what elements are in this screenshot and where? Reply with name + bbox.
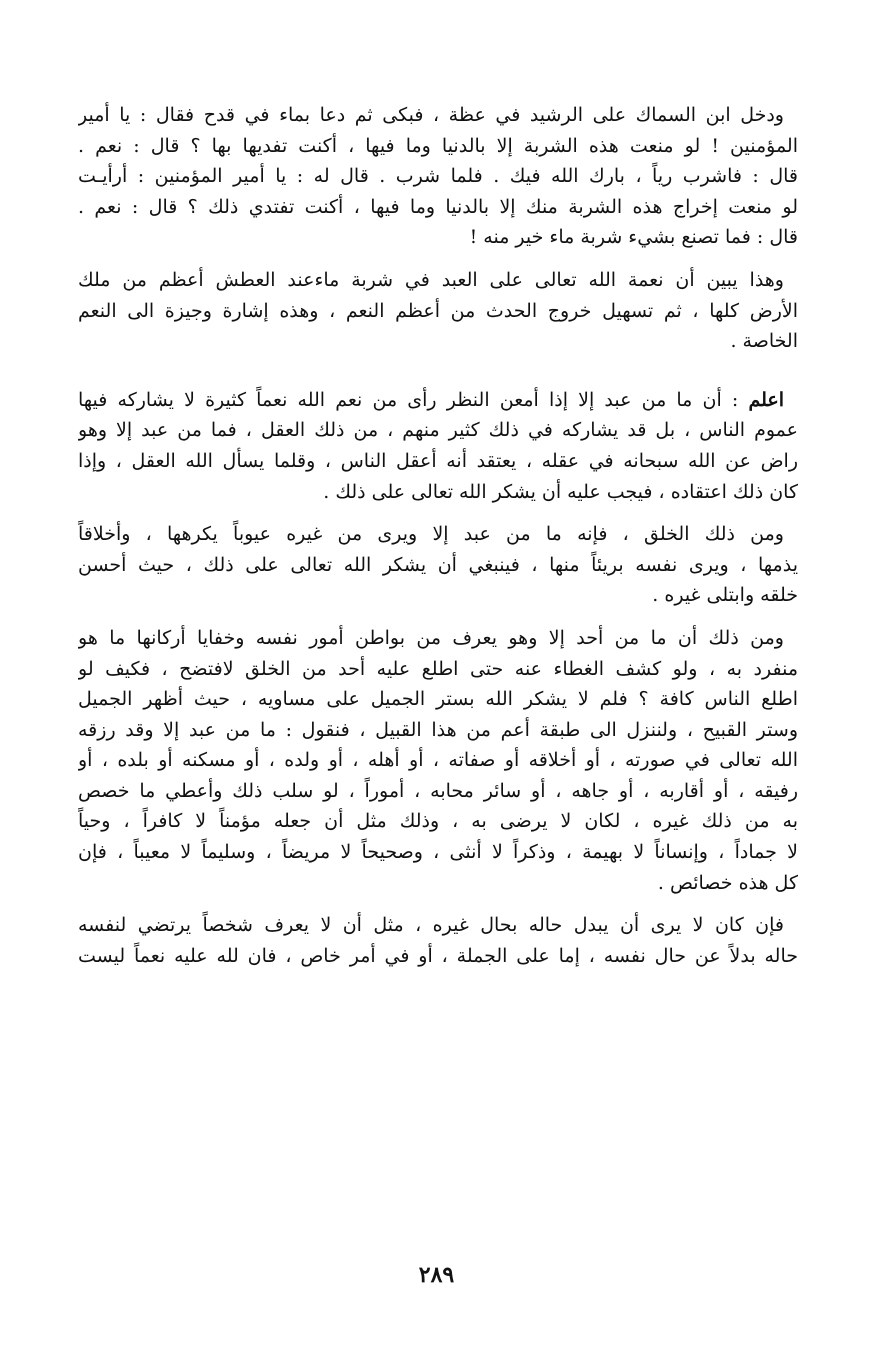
text-line: كان ذلك اعتقاده ، فيجب عليه أن يشكر الله تعالى على ذلك . xyxy=(323,480,798,503)
text-line: ومن ذلك أن ما من أحد إلا وهو يعرف من بواطن أمور نفسه وخفايا أركانها ما هو xyxy=(78,626,784,649)
paragraph-exchange-state xyxy=(78,910,798,971)
paragraph-water-blessing xyxy=(78,265,798,357)
text-line: يذمها ، ويرى نفسه بريئاً منها ، فينبغي أن يشكر الله تعالى على ذلك ، حيث أحسن xyxy=(78,553,798,576)
text-line-rest: : أن ما من عبد إلا إذا أمعن النظر رأى من نعم الله نعماً كثيرة لا يشاركه فيها xyxy=(78,388,739,411)
paragraph-ibn-sammak xyxy=(78,100,798,253)
text-line: كل هذه خصائص . xyxy=(657,871,798,894)
text-line: وستر القبيح ، ولننزل الى طبقة أعم من هذا القبيل ، فنقول : ما من عبد إلا وقد رزقه xyxy=(78,718,798,741)
paragraph-hidden-faults xyxy=(78,623,798,898)
text-line: عموم الناس ، بل قد يشاركه في ذلك كثير منهم ، من ذلك العقل ، فما من عبد إلا وهو xyxy=(78,419,798,442)
text-line: راض عن الله سبحانه في عقله ، يعتقد أنه أعقل الناس ، وقلما يسأل الله العقل ، وإذا xyxy=(78,449,798,472)
paragraph-intellect xyxy=(78,385,798,507)
text-line: حاله بدلاً عن حال نفسه ، إما على الجملة ، أو في أمر خاص ، فان لله عليه نعماً ليست xyxy=(78,944,798,967)
text-line: منفرد به ، ولو كشف الغطاء عنه حتى اطلع عليه أحد من الخلق لافتضح ، فكيف لو xyxy=(78,657,798,680)
text-line: خلقه وابتلى غيره . xyxy=(652,584,798,607)
text-line: لو منعت إخراج هذه الشربة منك إلا بالدنيا وما فيها ، أكنت تفتدي ذلك ؟ قال : نعم . xyxy=(78,195,798,218)
lead-word: اعلم xyxy=(748,388,784,411)
text-line: الأرض كلها ، ثم تسهيل خروج الحدث من أعظم النعم ، وهذه إشارة وجيزة الى النعم xyxy=(78,299,798,322)
text-line: فإن كان لا يرى أن يبدل حاله بحال غيره ، مثل أن لا يعرف شخصاً يرتضي لنفسه xyxy=(78,914,784,937)
text-line: ودخل ابن السماك على الرشيد في عظة ، فبكى ثم دعا بماء في قدح فقال : يا أمير xyxy=(78,104,784,126)
text-line xyxy=(78,385,798,416)
text-line: رفيقه ، أو أقاربه ، أو جاهه ، أو سائر محابه ، أموراً ، لو سلب ذلك وأعطي ما خصص xyxy=(78,779,798,802)
text-line: اطلع الناس كافة ؟ فلم لا يشكر الله بستر الجميل على مساويه ، حيث أظهر الجميل xyxy=(78,688,798,711)
text-line: قال : فاشرب رياً ، بارك الله فيك . فلما شرب . قال له : يا أمير المؤمنين : أرأيـت xyxy=(78,165,798,188)
page-body xyxy=(78,100,798,983)
text-line: به من ذلك غيره ، لكان لا يرضى به ، وذلك مثل أن جعله مؤمناً لا كافراً ، وحياً xyxy=(78,810,798,833)
text-line: وهذا يبين أن نعمة الله تعالى على العبد في شربة ماءعند العطش أعظم من ملك xyxy=(78,268,784,291)
text-line: الخاصة . xyxy=(730,330,798,353)
page-number: ٢٨٩ xyxy=(418,1262,455,1288)
paragraph-character xyxy=(78,519,798,611)
text-line: قال : فما تصنع بشيء شربة ماء خير منه ! xyxy=(469,226,798,249)
text-line: الله تعالى في صورته ، أو أخلاقه أو صفاته ، أو أهله ، أو ولده ، أو مسكنه أو بلده ، أو xyxy=(78,749,798,772)
text-line: لا جماداً ، وإنساناً لا بهيمة ، وذكراً لا أنثى ، وصحيحاً لا مريضاً ، وسليماً لا معيباً ، فإن xyxy=(78,841,798,864)
text-line: المؤمنين ! لو منعت هذه الشربة إلا بالدنيا وما فيها ، أكنت تفديها بها ؟ قال : نعم . xyxy=(78,134,798,157)
text-line: ومن ذلك الخلق ، فإنه ما من عبد إلا ويرى من غيره عيوباً يكرهها ، وأخلاقاً xyxy=(78,523,784,546)
